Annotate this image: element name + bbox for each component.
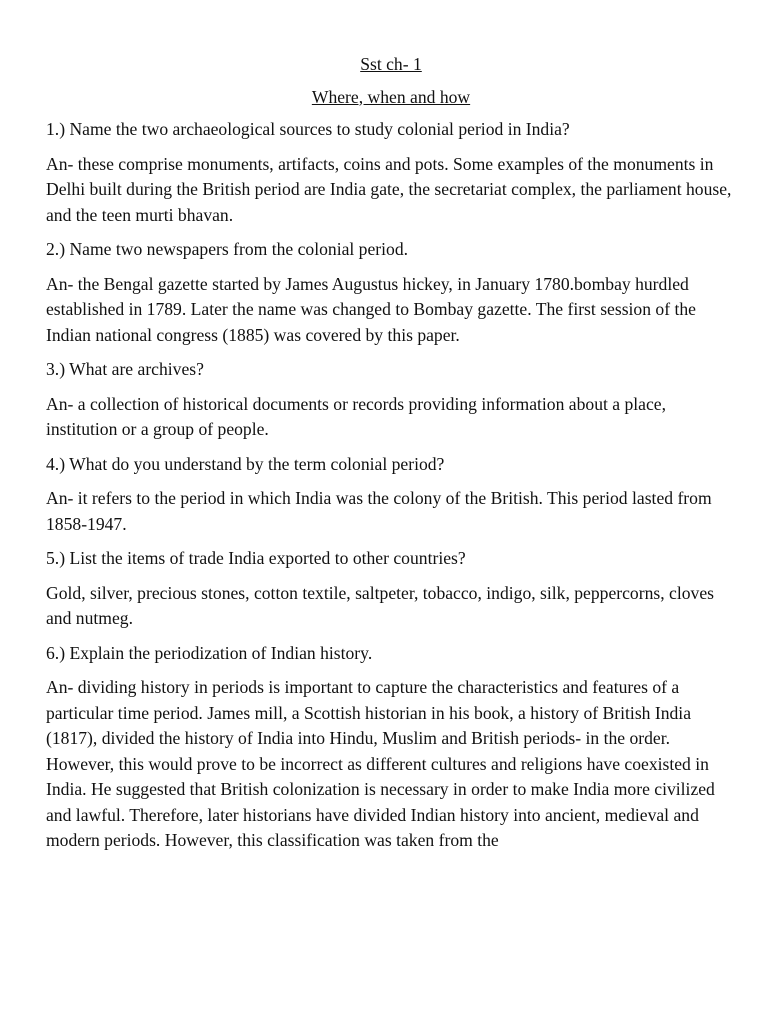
document-title: Sst ch- 1 bbox=[360, 54, 422, 74]
question-2: 2.) Name two newspapers from the colonial period. bbox=[46, 239, 409, 259]
question-3: 3.) What are archives? bbox=[46, 359, 204, 379]
answer-5: Gold, silver, precious stones, cotton textile, saltpeter, tobacco, indigo, silk, peppercorns, cloves and nutmeg. bbox=[46, 582, 714, 628]
question-4: 4.) What do you understand by the term colonial period? bbox=[46, 453, 445, 474]
question-5: 5.) List the items of trade India exported to other countries? bbox=[46, 548, 466, 568]
document-page bbox=[46, 52, 736, 863]
question-1: 1.) Name the two archaeological sources to study colonial period in India? bbox=[46, 119, 570, 139]
question-6: 6.) Explain the periodization of Indian history. bbox=[46, 642, 373, 663]
answer-4: An- it refers to the period in which India was the colony of the British. This period lasted from 1858-1947. bbox=[46, 488, 712, 534]
document-subtitle: Where, when and how bbox=[311, 86, 471, 107]
answer-2: An- the Bengal gazette started by James Augustus hickey, in January 1780.bombay hurdled established in 1789. Later the name was changed to Bombay gazette. The first session of the Indian national congress (1885) was covered by this paper. bbox=[46, 273, 696, 345]
answer-1: An- these comprise monuments, artifacts, coins and pots. Some examples of the monuments in Delhi built during the British period are India gate, the secretariat complex, the parliament house, and the teen murti bhavan. bbox=[46, 153, 732, 225]
answer-3: An- a collection of historical documents or records providing information about a place, institution or a group of people. bbox=[46, 393, 666, 439]
answer-6: An- dividing history in periods is important to capture the characteristics and features of a particular time period. James mill, a Scottish historian in his book, a history of British India (1817), divided the history of India into Hindu, Muslim and British periods- in the order. However, this would prove to be incorrect as different cultures and religions have coexisted in India. He suggested that British colonization is necessary in order to make India more civilized and lawful. Therefore, later historians have divided Indian history into ancient, medieval and modern periods. However, this classification was taken from the bbox=[46, 677, 715, 850]
